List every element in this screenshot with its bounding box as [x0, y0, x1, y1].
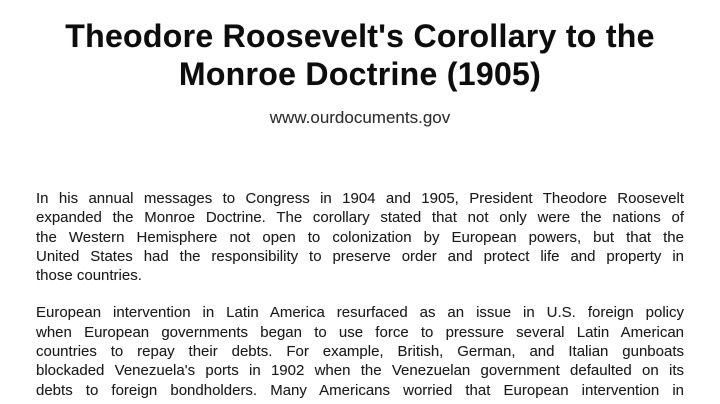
text-line: those countries.: [36, 267, 142, 285]
text-line: In his annual messages to Congress in 1904 and 1905, President Theodore Roosevelt: [36, 190, 684, 207]
text-line: expanded the Monroe Doctrine. The corollary stated that not only were the nations of: [36, 209, 684, 227]
paragraph-2: [36, 303, 684, 399]
paragraph-1: [36, 189, 684, 285]
text-line: blockaded Venezuela's ports in 1902 when the Venezuelan government defaulted on its: [36, 362, 684, 380]
text-line: European intervention in Latin America resurfaced as an issue in U.S. foreign policy: [36, 304, 684, 322]
document-title: [0, 0, 720, 93]
text-line: the Western Hemisphere not open to colonization by European powers, but that the: [36, 228, 684, 246]
title-line-2: Monroe Doctrine (1905): [178, 56, 542, 92]
source-url: www.ourdocuments.gov: [269, 108, 451, 127]
text-line: when European governments began to use force to pressure several Latin American: [36, 323, 684, 341]
document-body: [36, 189, 684, 400]
text-line: countries to repay their debts. For example, British, German, and Italian gunboats: [36, 343, 684, 361]
text-line: debts to foreign bondholders. Many Americans worried that European intervention in: [36, 381, 684, 399]
title-line-1: Theodore Roosevelt's Corollary to the: [65, 18, 655, 54]
text-line: United States had the responsibility to preserve order and protect life and property in: [36, 247, 684, 265]
